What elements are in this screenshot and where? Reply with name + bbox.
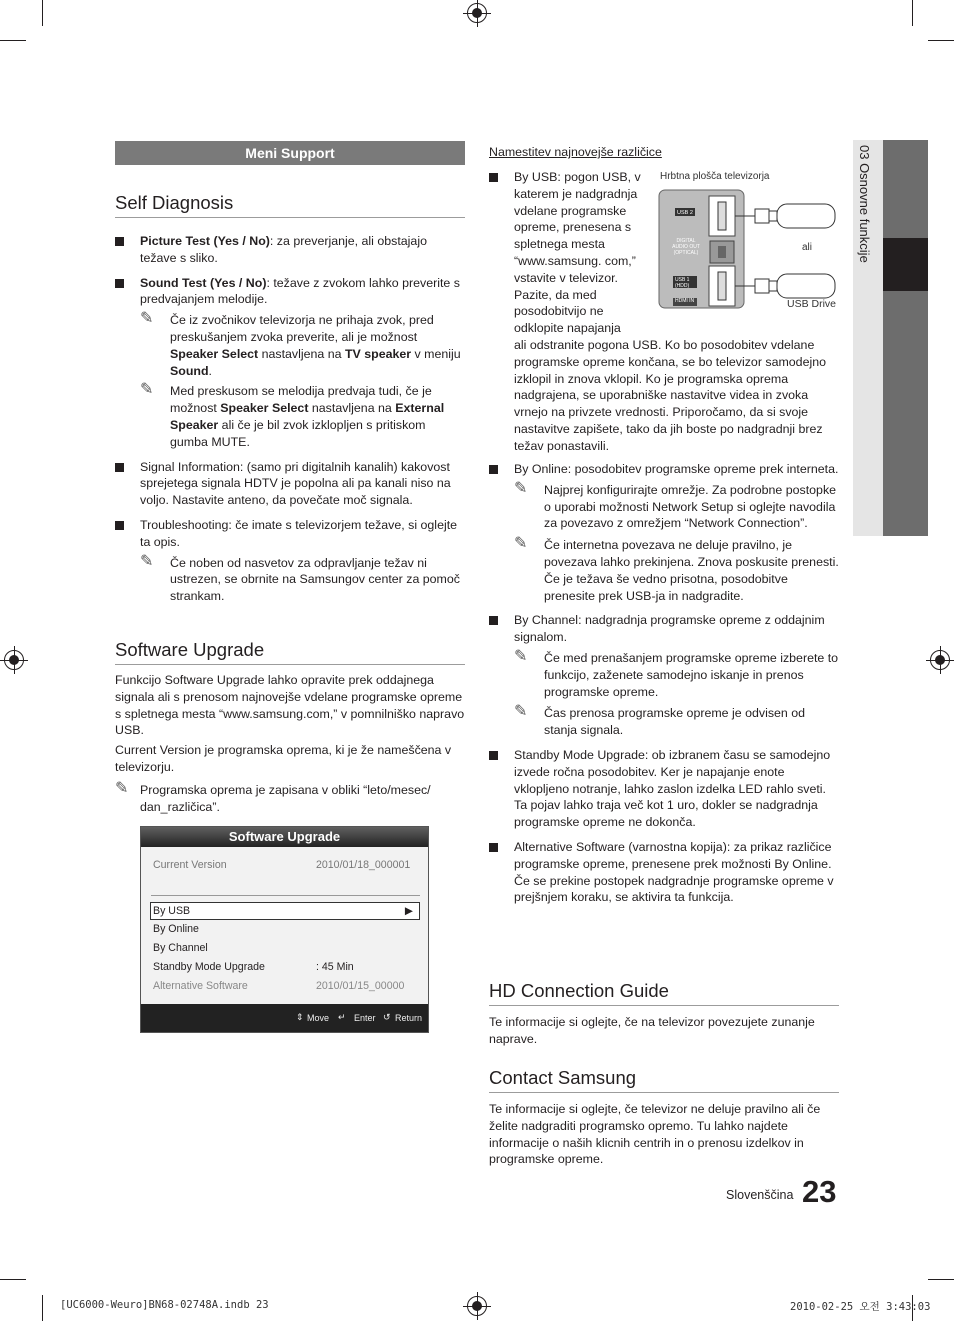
list-item: By Channel: nadgradnja programske opreme z oddajnim signalom. — [489, 612, 841, 646]
section-heading: HD Connection Guide — [489, 980, 839, 1006]
note: ✎ Če noben od nasvetov za odpravljanje težav ni ustrezen, se obrnite na Samsungov center za pomoč strankam. — [140, 552, 460, 604]
note: ✎ Najprej konfigurirajte omrežje. Za podrobne postopke o uporabi možnosti Network Setup si oglejte navodila za povezavo z omrežjem “Network Connection”. — [514, 479, 837, 531]
registration-mark-icon — [930, 650, 950, 670]
pencil-note-icon: ✎ — [140, 310, 154, 328]
bullet-icon — [115, 463, 124, 472]
menu-item-by-channel[interactable]: By Channel — [153, 942, 208, 954]
list-item: Alternative Software (varnostna kopija): za prikaz različice programske opreme, prenesene prek možnosti By Online. Če se prekine postopek nadgradnje programske opreme v prejšnjem koraku, se aktivira ta funkcija. — [489, 839, 841, 906]
menu-footer: ⇕ Move ↵ Enter ↺ Return — [141, 1004, 428, 1032]
paragraph: Te informacije si oglejte, če na televizor povezujete zunanje naprave. — [489, 1015, 815, 1046]
hd-connection-section — [489, 980, 839, 1048]
bullet-icon — [489, 173, 498, 182]
menu-item-alternative: Alternative Software 2010/01/15_00000 — [153, 980, 405, 992]
port-label: HDMI IN — [675, 298, 695, 304]
pencil-note-icon: ✎ — [514, 703, 528, 721]
current-version-row: Current Version 2010/01/18_000001 — [153, 859, 411, 871]
menu-item-by-online[interactable]: By Online — [153, 923, 199, 935]
install-title: Namestitev najnovejše različice — [489, 145, 662, 159]
pencil-note-icon: ✎ — [140, 552, 154, 570]
move-icon: ⇕ — [296, 1012, 304, 1022]
pencil-note-icon: ✎ — [514, 535, 528, 553]
list-item: By Online: posodobitev programske opreme prek interneta. — [489, 461, 841, 478]
paragraph: Te informacije si oglejte, če televizor ne deluje pravilno ali če želite nadgraditi programsko opremo. Tu lahko najdete informacije o naših klicnih centrih in o prenosu izdelkov in programske opreme. — [489, 1102, 821, 1167]
registration-mark-icon — [467, 3, 487, 23]
item-text: : težave z zvokom lahko preverite s predvajanjem melodije. — [140, 275, 460, 307]
menu-item-by-usb[interactable]: By USB ▶ — [150, 902, 420, 920]
bullet-icon — [489, 843, 498, 852]
note: ✎ Med preskusom se melodija predvaja tudi, če je možnost Speaker Select nastavljena na External Speaker ali če je bil zvok izklopljen s pritiskom gumba MUTE. — [140, 381, 445, 449]
port-label: USB 2 — [677, 210, 693, 216]
software-upgrade-section — [115, 639, 465, 815]
section-heading: Software Upgrade — [115, 639, 465, 665]
list-item — [115, 233, 465, 267]
note: ✎ Če iz zvočnikov televizorja ne prihaja zvok, pred preskušanjem zvoka preverite, ali je možnost Speaker Select nastavljena na TV speaker v meniju Sound. — [140, 310, 461, 378]
menu-divider — [151, 895, 420, 896]
self-diagnosis-section — [115, 192, 465, 605]
paragraph: Current Version je programska oprema, ki je že nameščena v televizorju. — [115, 743, 452, 774]
crop-mark — [0, 1279, 26, 1280]
menu-item-standby[interactable]: Standby Mode Upgrade : 45 Min — [153, 961, 354, 973]
bullet-icon — [489, 751, 498, 760]
bullet-icon — [115, 279, 124, 288]
note: ✎ Čas prenosa programske opreme je odvisen od stanja signala. — [514, 703, 806, 738]
contact-section — [489, 1067, 839, 1168]
section-band: Meni Support — [115, 141, 465, 165]
chapter-tab-marker — [883, 238, 928, 291]
arrow-right-icon: ▶ — [404, 905, 413, 917]
menu-title: Software Upgrade — [141, 827, 428, 847]
note: ✎ Programska oprema je zapisana v obliki “leto/mesec/ dan_različica”. — [115, 779, 431, 814]
print-datetime: 2010-02-25 오전 3:43:03 — [790, 1301, 931, 1313]
bullet-icon — [115, 237, 124, 246]
list-item: Troubleshooting: če imate s televizorjem težave, si oglejte ta opis. — [115, 517, 465, 551]
page-number: 23 — [802, 1174, 837, 1209]
chapter-tab-bar — [883, 140, 928, 536]
diagram-caption: ali — [802, 242, 813, 253]
return-icon: ↺ — [383, 1012, 391, 1022]
pencil-note-icon: ✎ — [115, 779, 129, 797]
note: ✎ Če internetna povezava ne deluje pravilno, je povezava lahko prekinjena. Znova poskusite prenesti. Če je težava še vedno prisotna, posodobitve prenesite prek USB-ja in nadgradite. — [514, 535, 839, 603]
bullet-icon — [489, 465, 498, 474]
enter-icon: ↵ — [338, 1012, 346, 1022]
list-item — [115, 275, 465, 309]
list-item: Signal Information: (samo pri digitalnih kanalih) kakovost sprejetega signala HDTV je popolna ali pa kanali niso na voljo. Nastavite anteno, da povečate moč signala. — [115, 459, 465, 509]
item-label: Sound Test (Yes / No) — [140, 275, 267, 290]
crop-mark — [928, 40, 954, 41]
print-file-info: [UC6000-Weuro]BN68-02748A.indb 23 — [60, 1299, 269, 1311]
registration-mark-icon — [467, 1296, 487, 1316]
paragraph: Funkcijo Software Upgrade lahko opravite prek oddajnega signala ali s prenosom najnovejše vdelane programske opreme s spletnega mesta “www.samsung.com,” v pomnilniško napravo USB. — [115, 673, 465, 738]
section-heading: Contact Samsung — [489, 1067, 839, 1093]
crop-mark — [912, 0, 913, 26]
install-section — [489, 144, 839, 161]
diagram-caption: USB Drive — [787, 298, 837, 310]
crop-mark — [0, 40, 26, 41]
diagram-caption: Hrbtna plošča televizorja — [660, 171, 770, 182]
port-label: USB 1 (HDD) — [675, 277, 690, 289]
by-usb-item: By USB: pogon USB, v katerem je nadgradnja vdelane programske opreme, prenesena s spletnega mesta “www.samsung. com,” vstavite v televizor. Pazite, da med posodobitvijo ne odklopite napajanja — [489, 169, 649, 337]
bullet-icon — [489, 616, 498, 625]
crop-mark — [928, 1279, 954, 1280]
software-upgrade-menu — [140, 826, 429, 1033]
crop-mark — [42, 0, 43, 26]
pencil-note-icon: ✎ — [514, 479, 528, 497]
item-label: Picture Test (Yes / No) — [140, 234, 270, 248]
right-list — [489, 461, 841, 906]
footer-language: Slovenščina — [726, 1188, 794, 1202]
pencil-note-icon: ✎ — [140, 381, 154, 399]
section-heading: Self Diagnosis — [115, 192, 465, 218]
by-usb-continued: ali odstranite pogona USB. Ko bo posodobitev vdelane programske opreme končana, se bo televizor samodejno izklopil in znova vklopil. Ko je programska oprema nadgrajena, se uporabniške nastavitve videa in zvoka vrnejo na privzete vrednosti. Priporočamo, da si svoje nastavitve zapišete, tako da jih boste po nadgradnji brez težav ponastavili. — [514, 338, 826, 453]
port-label: DIGITAL AUDIO OUT (OPTICAL) — [672, 238, 700, 256]
registration-mark-icon — [4, 650, 24, 670]
note: ✎ Če med prenašanjem programske opreme izberete to funkcijo, zaženete samodejno iskanje in prenos programske opreme. — [514, 647, 839, 699]
chapter-label: 03 Osnovne funkcije — [857, 145, 872, 263]
item-text: : za preverjanje, ali obstajajo težave s sliko. — [140, 234, 427, 265]
list-item: Standby Mode Upgrade: ob izbranem času se samodejno izvede ročna posodobitev. Ker je napajanje enote vklopljeno notranje, lahko zaslon izdelka LED rahlo sveti. Ta pojav lahko traja več kot 1 uro, dokler se nadgradnja programske opreme ne dokonča. — [489, 747, 841, 831]
pencil-note-icon: ✎ — [514, 647, 528, 665]
bullet-icon — [115, 521, 124, 530]
crop-mark — [42, 1295, 43, 1321]
